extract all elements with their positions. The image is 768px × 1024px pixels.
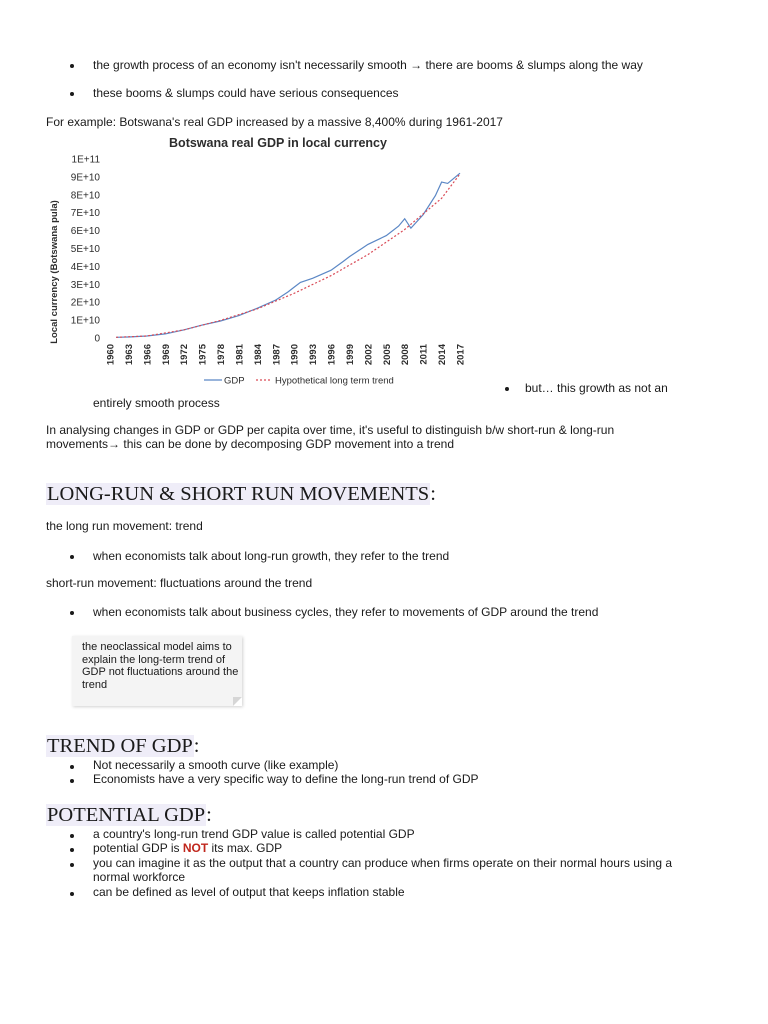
x-tick-label: 2008 xyxy=(400,344,412,366)
bullet-dot xyxy=(505,387,509,391)
heading-colon: : xyxy=(206,804,212,826)
y-tick-label: 9E+10 xyxy=(70,172,100,184)
potential-bullet-3-line-1: you can imagine it as the output that a country can produce when firms operate on their normal hours using a xyxy=(93,856,672,870)
heading-long-short-run-text: LONG-RUN & SHORT RUN MOVEMENTS xyxy=(47,483,430,505)
series-layer xyxy=(116,173,460,337)
chart-y-axis-label: Local currency (Botswana pula) xyxy=(49,200,60,344)
bullet-dot xyxy=(70,779,74,783)
bullet-growth-not-smooth: the growth process of an economy isn't necessarily smooth → there are booms & slumps along the way xyxy=(93,58,643,72)
y-tick-label: 8E+10 xyxy=(70,190,100,202)
analysis-line-2: movements→ this can be done by decomposing GDP movement into a trend xyxy=(46,437,454,451)
bullet-dot xyxy=(70,848,74,852)
bullet-dot xyxy=(70,611,74,615)
x-tick-label: 2014 xyxy=(437,344,449,366)
analysis-line-1: In analysing changes in GDP or GDP per capita over time, it's useful to distinguish b/w short-run & long-run xyxy=(46,423,615,437)
heading-long-short-run xyxy=(46,482,436,506)
chart-svg xyxy=(46,132,470,390)
heading-potential-text: POTENTIAL GDP xyxy=(47,804,206,826)
y-tick-labels xyxy=(71,155,101,345)
trend-bullet-1: Not necessarily a smooth curve (like example) xyxy=(93,758,339,772)
x-tick-label: 1984 xyxy=(252,344,264,366)
y-tick-label: 2E+10 xyxy=(70,297,100,309)
long-run-bullet: when economists talk about long-run growth, they refer to the trend xyxy=(93,549,450,563)
x-tick-label: 1972 xyxy=(179,344,191,366)
smooth-bullet-part2: entirely smooth process xyxy=(93,396,220,410)
potential-bullet-2-not: NOT xyxy=(182,841,209,855)
x-tick-label: 1975 xyxy=(197,344,209,366)
potential-bullet-2-post: its max. GDP xyxy=(208,841,283,855)
legend-gdp-label: GDP xyxy=(224,375,245,387)
short-run-label: short-run movement: fluctuations around the trend xyxy=(46,576,313,590)
y-tick-label: 5E+10 xyxy=(70,244,100,255)
bullet-dot xyxy=(70,892,74,896)
short-run-bullet: when economists talk about business cycles, they refer to movements of GDP around the trend xyxy=(93,605,599,619)
y-tick-label: 1E+10 xyxy=(70,315,100,327)
sticky-note-fold xyxy=(233,697,242,706)
y-tick-label: 0 xyxy=(94,333,100,345)
sticky-note-text: the neoclassical model aims to explain the long-term trend of GDP not fluctuations around the trend xyxy=(82,641,239,691)
x-tick-label: 1960 xyxy=(105,344,117,366)
bullet-dot xyxy=(70,555,74,559)
potential-bullet-3-line-2: normal workforce xyxy=(93,870,186,884)
y-tick-label: 7E+10 xyxy=(70,208,100,220)
x-tick-label: 2002 xyxy=(363,344,375,366)
legend-trend-label: Hypothetical long term trend xyxy=(275,375,394,387)
chart-title: Botswana real GDP in local currency xyxy=(169,136,387,150)
x-tick-label: 1990 xyxy=(289,344,301,366)
heading-trend-text: TREND OF GDP xyxy=(47,735,193,757)
long-run-label: the long run movement: trend xyxy=(46,519,203,533)
example-line: For example: Botswana's real GDP increased by a massive 8,400% during 1961-2017 xyxy=(46,115,503,129)
y-tick-label: 3E+10 xyxy=(70,279,100,291)
bullet-dot xyxy=(70,64,74,68)
heading-colon: : xyxy=(430,483,436,505)
bullet-dot xyxy=(70,834,74,838)
x-tick-label: 2017 xyxy=(455,344,467,366)
heading-potential-gdp xyxy=(46,803,212,827)
heading-trend-of-gdp xyxy=(46,734,200,758)
bullet-dot xyxy=(70,765,74,769)
x-tick-label: 1987 xyxy=(271,344,283,366)
x-tick-label: 1999 xyxy=(344,344,356,366)
potential-bullet-2-pre: potential GDP is xyxy=(93,841,183,855)
x-tick-label: 1993 xyxy=(308,344,320,366)
x-tick-label: 2005 xyxy=(381,344,393,366)
x-tick-label: 1978 xyxy=(216,344,228,366)
chart-legend xyxy=(204,376,394,387)
potential-bullet-1: a country's long-run trend GDP value is called potential GDP xyxy=(93,827,415,841)
bullet-serious-consequences: these booms & slumps could have serious consequences xyxy=(93,86,399,100)
bullet-dot xyxy=(70,863,74,867)
trend-bullet-2: Economists have a very specific way to define the long-run trend of GDP xyxy=(93,772,479,786)
y-tick-label: 1E+11 xyxy=(71,154,100,166)
botswana-gdp-chart xyxy=(46,132,470,390)
y-tick-label: 6E+10 xyxy=(70,226,100,238)
x-tick-label: 1969 xyxy=(160,344,172,366)
gdp-series-line xyxy=(116,173,460,337)
x-tick-label: 1981 xyxy=(234,344,246,366)
x-tick-label: 1963 xyxy=(123,344,135,366)
x-tick-label: 2011 xyxy=(418,344,430,365)
smooth-bullet-part1: but… this growth as not an xyxy=(525,381,668,395)
heading-colon: : xyxy=(193,735,200,757)
potential-bullet-2 xyxy=(93,842,282,855)
y-tick-label: 4E+10 xyxy=(70,261,100,273)
trend-series-line xyxy=(116,174,460,337)
x-tick-label: 1966 xyxy=(142,344,154,366)
sticky-note xyxy=(72,636,242,706)
potential-bullet-4: can be defined as level of output that keeps inflation stable xyxy=(93,885,405,899)
bullet-dot xyxy=(70,92,74,96)
x-tick-labels xyxy=(106,343,467,365)
x-tick-label: 1996 xyxy=(326,344,338,366)
